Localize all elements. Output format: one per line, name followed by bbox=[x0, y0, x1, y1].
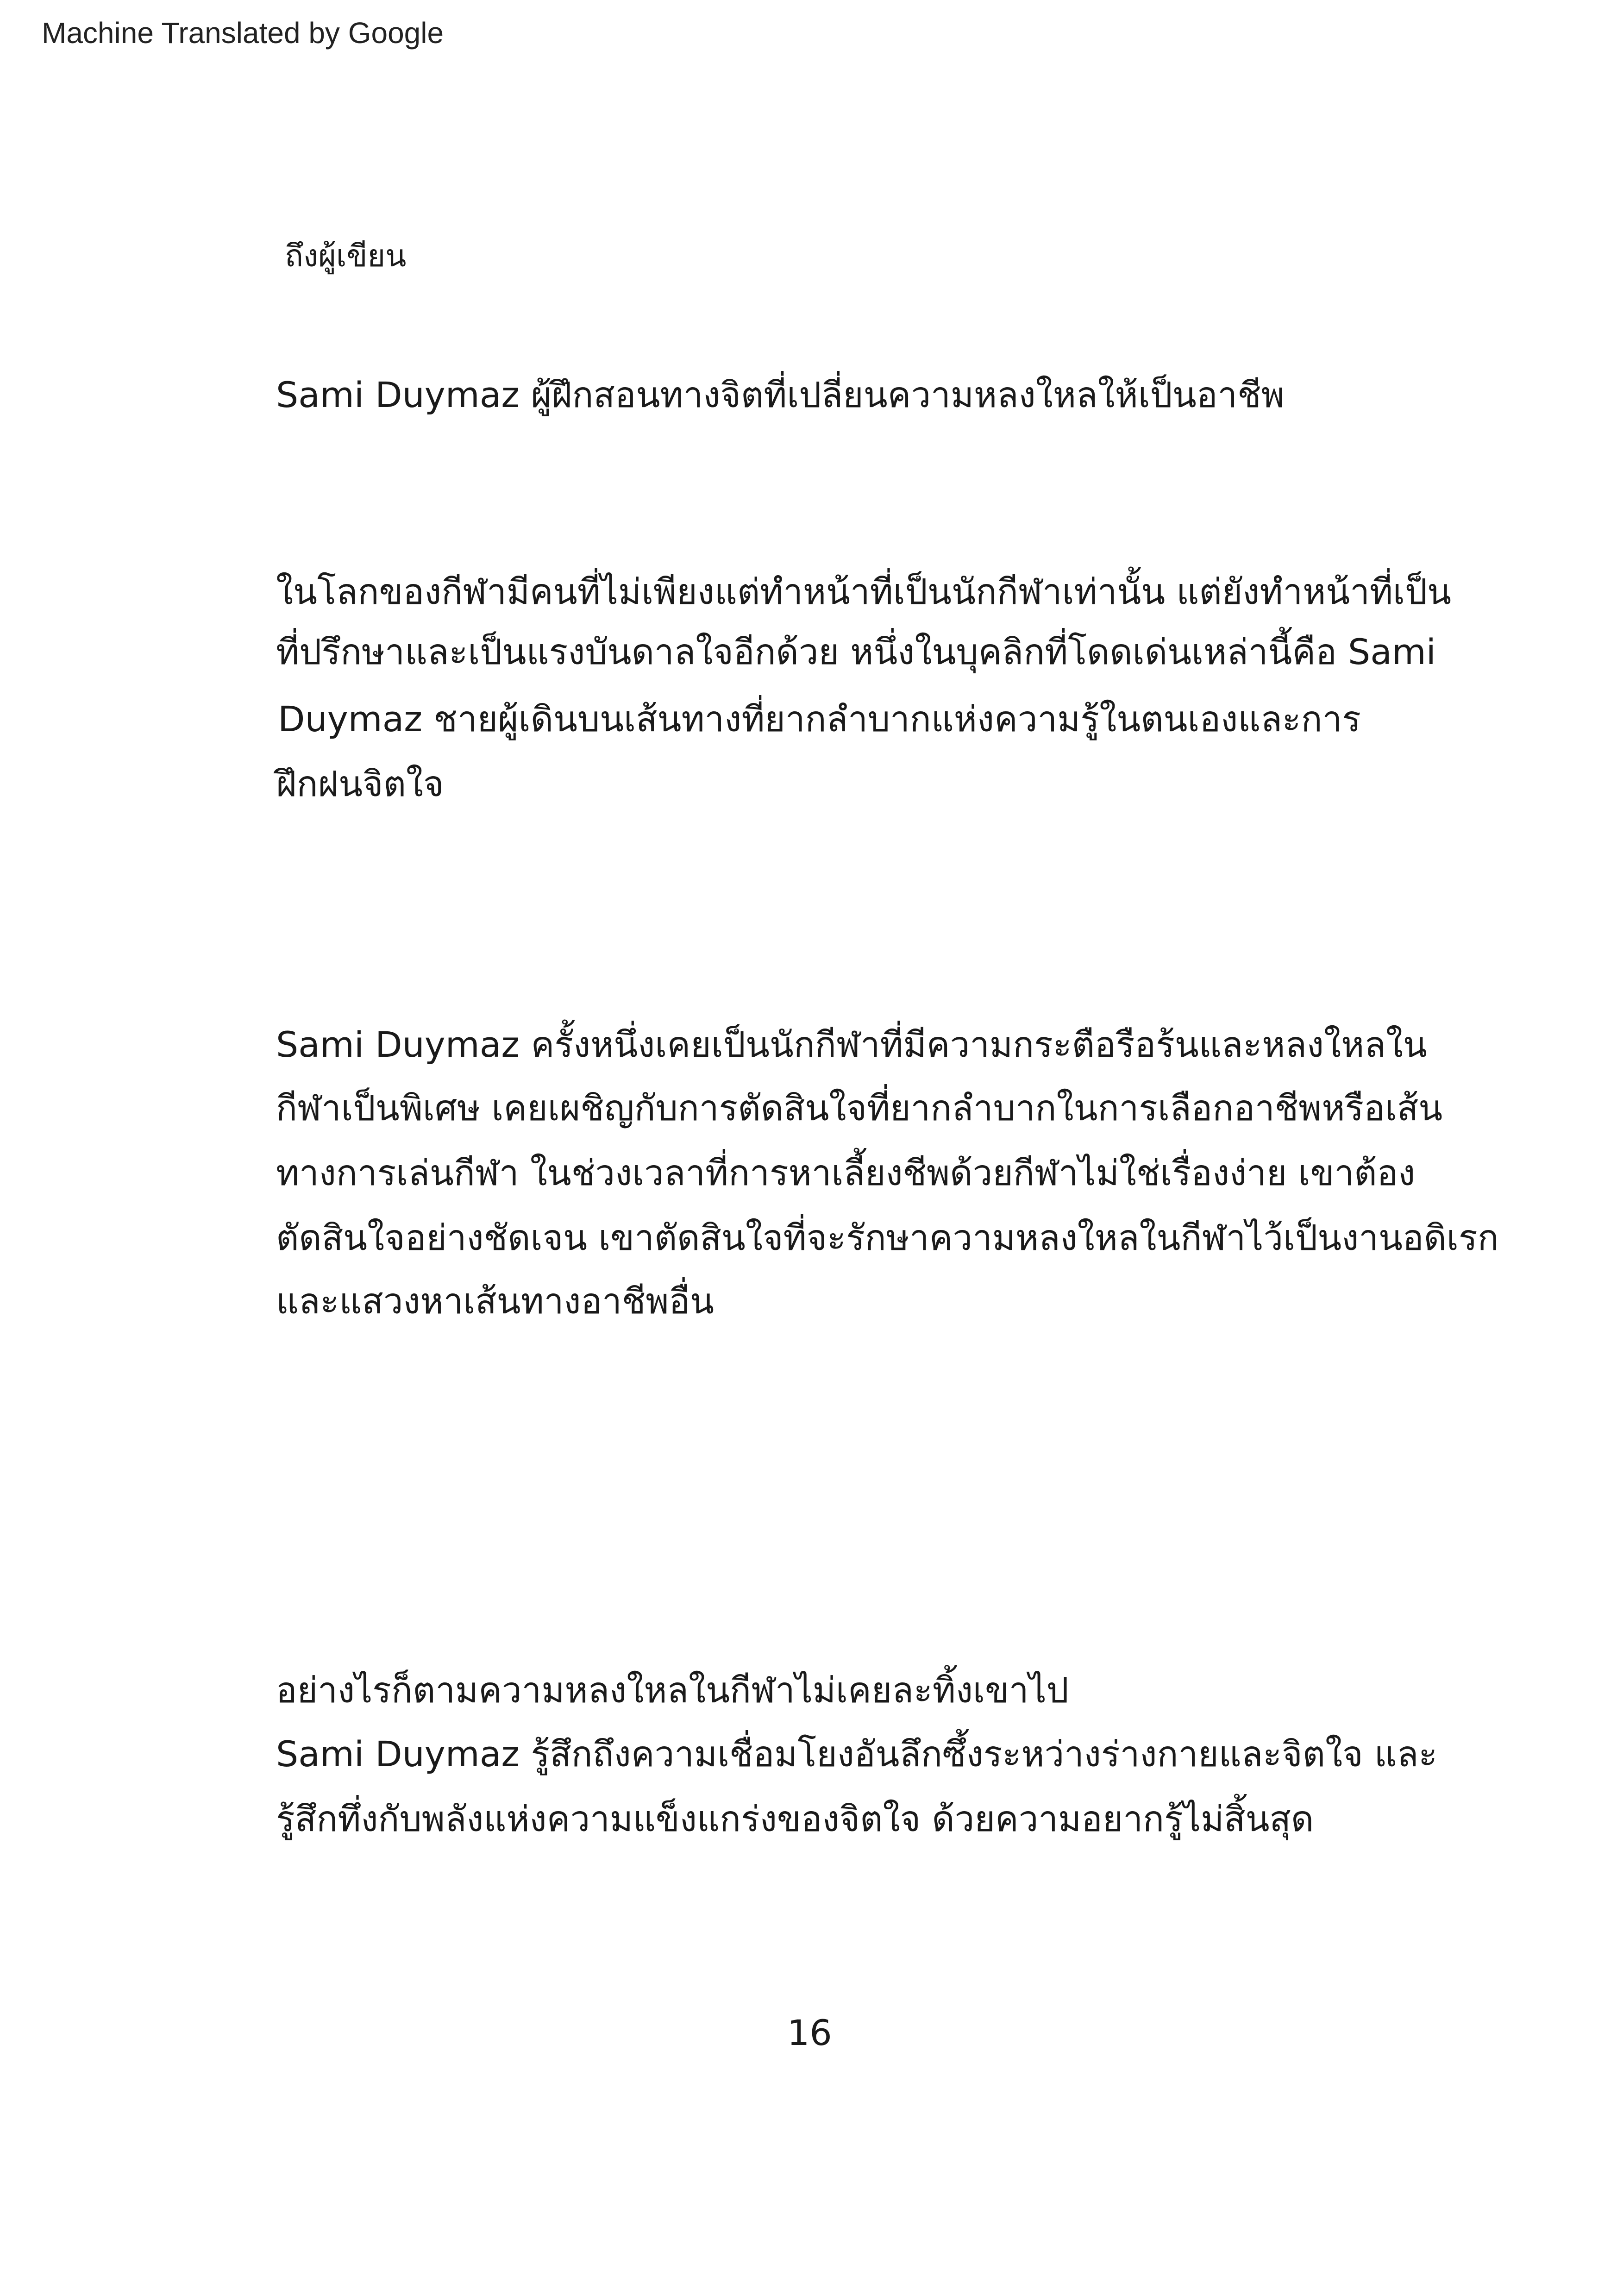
page-number: 16 bbox=[787, 2012, 832, 2053]
paragraph-line: รู้สึกทึ่งกับพลังแห่งความแข็งแกร่งของจิตใจ ด้วยความอยากรู้ไม่สิ้นสุด bbox=[276, 1798, 1314, 1839]
paragraph-line: กีฬาเป็นพิเศษ เคยเผชิญกับการตัดสินใจที่ยากลำบากในการเลือกอาชีพหรือเส้น bbox=[276, 1087, 1443, 1129]
paragraph-line: Duymaz ชายผู้เดินบนเส้นทางที่ยากลำบากแห่งความรู้ในตนเองและการ bbox=[278, 698, 1361, 740]
paragraph-line: ฝึกฝนจิตใจ bbox=[276, 763, 444, 804]
machine-translation-banner: Machine Translated by Google bbox=[42, 16, 444, 50]
paragraph-line: ตัดสินใจอย่างชัดเจน เขาตัดสินใจที่จะรักษาความหลงใหลในกีฬาไว้เป็นงานอดิเรก bbox=[276, 1217, 1499, 1258]
paragraph-line: และแสวงหาเส้นทางอาชีพอื่น bbox=[276, 1280, 714, 1322]
paragraph-line: ทางการเล่นกีฬา ในช่วงเวลาที่การหาเลี้ยงชีพด้วยกีฬาไม่ใช่เรื่องง่าย เขาต้อง bbox=[276, 1152, 1416, 1193]
subtitle: Sami Duymaz ผู้ฝึกสอนทางจิตที่เปลี่ยนความหลงใหลให้เป็นอาชีพ bbox=[276, 374, 1285, 415]
paragraph-line: Sami Duymaz รู้สึกถึงความเชื่อมโยงอันลึกซึ้งระหว่างร่างกายและจิตใจ และ bbox=[276, 1733, 1438, 1775]
heading: ถึงผู้เขียน bbox=[285, 238, 407, 274]
paragraph-line: ในโลกของกีฬามีคนที่ไม่เพียงแต่ทำหน้าที่เป็นนักกีฬาเท่านั้น แต่ยังทำหน้าที่เป็น bbox=[276, 571, 1452, 612]
paragraph-line: ที่ปรึกษาและเป็นแรงบันดาลใจอีกด้วย หนึ่งในบุคลิกที่โดดเด่นเหล่านี้คือ Sami bbox=[276, 631, 1436, 672]
paragraph-line: Sami Duymaz ครั้งหนึ่งเคยเป็นนักกีฬาที่มีความกระตือรือร้นและหลงใหลใน bbox=[276, 1024, 1427, 1065]
paragraph-line: อย่างไรก็ตามความหลงใหลในกีฬาไม่เคยละทิ้งเขาไป bbox=[276, 1669, 1069, 1711]
